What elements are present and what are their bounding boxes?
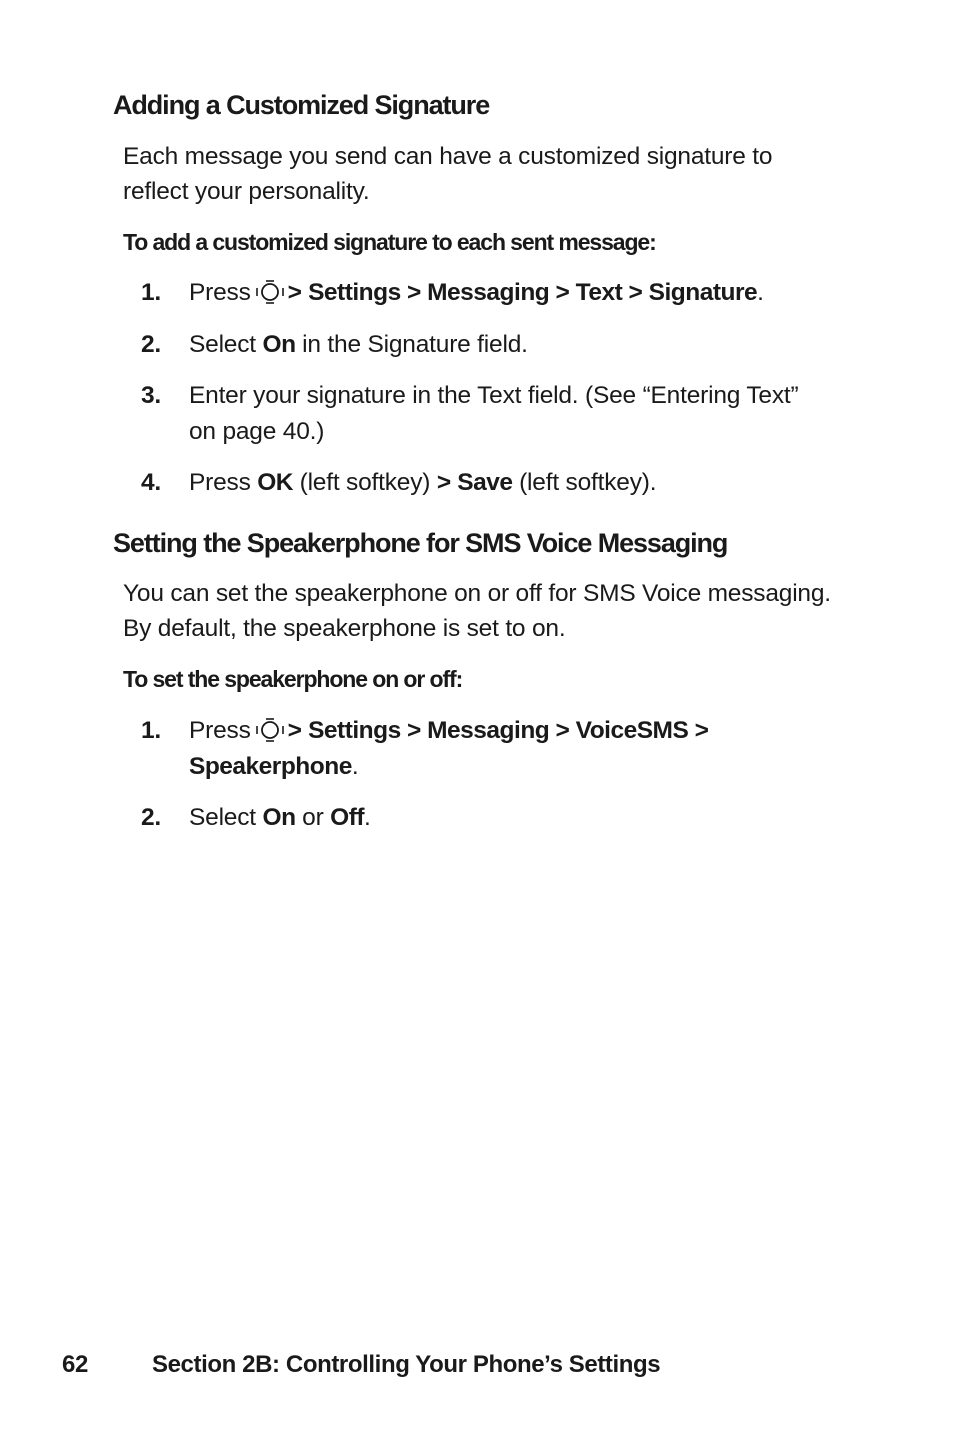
section-heading-signature: Adding a Customized Signature bbox=[113, 90, 490, 120]
step-number: 1. bbox=[141, 279, 162, 306]
procedure-intro-speakerphone: To set the speakerphone on or off: bbox=[123, 666, 463, 692]
step-text-part: Select bbox=[189, 804, 256, 831]
procedure-intro-signature: To add a customized signature to each sent message: bbox=[123, 229, 656, 255]
softkey-label: Save bbox=[457, 469, 513, 496]
step-number: 3. bbox=[141, 382, 162, 409]
option-value: On bbox=[262, 804, 296, 831]
step-number: 1. bbox=[141, 717, 162, 744]
step-text-end: . bbox=[757, 279, 764, 306]
step-item bbox=[141, 275, 831, 311]
menu-key-icon bbox=[253, 279, 287, 305]
step-number: 2. bbox=[141, 804, 162, 831]
step-text-end: . bbox=[351, 753, 359, 780]
step-text bbox=[189, 275, 831, 311]
step-item bbox=[141, 465, 831, 501]
step-text-part: Press bbox=[189, 469, 251, 496]
step-item bbox=[141, 327, 831, 363]
step-text-part: Press bbox=[189, 717, 251, 744]
section-paragraph-speakerphone: You can set the speakerphone on or off for SMS Voice messaging. By default, the speakerphone is set to on. bbox=[123, 580, 831, 642]
step-number: 2. bbox=[141, 331, 162, 358]
step-text bbox=[189, 713, 831, 785]
step-text-part: in the Signature field. bbox=[302, 331, 528, 358]
page-number: 62 bbox=[62, 1351, 88, 1378]
menu-path: Settings > Messaging > VoiceSMS > Speakerphone bbox=[189, 717, 709, 780]
step-text-part: or bbox=[302, 804, 324, 831]
step-item bbox=[141, 800, 831, 836]
step-text-part: (left softkey) bbox=[299, 469, 431, 496]
step-separator: > bbox=[436, 469, 451, 496]
step-text bbox=[189, 800, 831, 836]
step-text-part: Press bbox=[189, 279, 251, 306]
step-item bbox=[141, 713, 831, 785]
step-text-end: . bbox=[364, 804, 371, 831]
step-text-part: Select bbox=[189, 331, 256, 358]
option-value: On bbox=[262, 331, 296, 358]
step-text: Enter your signature in the Text field. (See “Entering Text” on page 40.) bbox=[189, 382, 799, 445]
section-paragraph-signature: Each message you send can have a customized signature to reflect your personality. bbox=[123, 143, 773, 205]
section-heading-speakerphone: Setting the Speakerphone for SMS Voice Messaging bbox=[113, 528, 728, 558]
step-number: 4. bbox=[141, 469, 162, 496]
option-value: Off bbox=[330, 804, 365, 831]
footer-section-title: Section 2B: Controlling Your Phone’s Settings bbox=[152, 1351, 661, 1378]
step-separator: > bbox=[287, 279, 302, 306]
step-item bbox=[141, 378, 831, 450]
softkey-label: OK bbox=[257, 469, 293, 496]
step-text bbox=[189, 327, 831, 363]
menu-key-icon bbox=[253, 717, 287, 743]
step-separator: > bbox=[287, 717, 302, 744]
step-text bbox=[189, 465, 831, 501]
menu-path: Settings > Messaging > Text > Signature bbox=[308, 279, 758, 306]
step-text-part: (left softkey). bbox=[519, 469, 657, 496]
